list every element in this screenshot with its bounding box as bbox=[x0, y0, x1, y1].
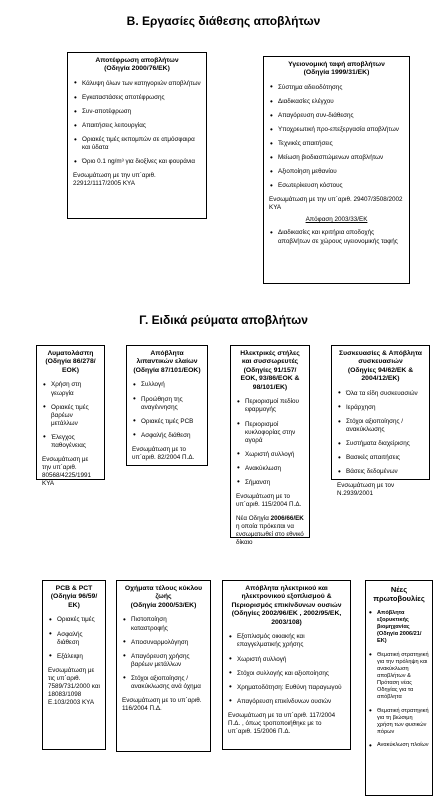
box-title bbox=[369, 585, 429, 604]
box-title bbox=[42, 350, 99, 375]
box-title-line1: Νέες bbox=[390, 585, 408, 594]
list-item: • Εξοπλισμός οικιακής και επαγγελματικής χρήσης bbox=[237, 633, 345, 649]
list-item: • Θεματική στρατηγική για τη βιώσιμη χρήση των φυσικών πόρων bbox=[377, 708, 429, 737]
item-list bbox=[42, 381, 99, 449]
sewage-sludge-box bbox=[36, 345, 105, 487]
list-item: • Ιεράρχηση bbox=[346, 404, 424, 412]
packaging-box bbox=[331, 345, 430, 498]
box-title-line2: Περιορισμός επικίνδυνων ουσιών (Οδηγίες 2002/96/ΕΚ , 2002/95/ΕΚ, 2003/108) bbox=[231, 601, 342, 626]
list-item: • Όλα τα είδη συσκευασιών bbox=[346, 390, 424, 398]
list-item: • Οριακές τιμές bbox=[57, 616, 100, 624]
box-title-line1: Απόβλητα ηλεκτρικού και ηλεκτρονικού εξοπλισμού & bbox=[241, 585, 332, 601]
item-list bbox=[228, 633, 345, 705]
new-directive-label: Νέα Οδηγία bbox=[236, 514, 269, 522]
list-item: • Περιορισμοί πεδίου εφαρμογής bbox=[245, 398, 304, 414]
transposition-note: Ενσωμάτωση με τις υπ΄αριθ. 7589/731/2000 και 18083/1098 Ε.103/2003 ΚΥΑ bbox=[48, 666, 100, 706]
box-title-line2: (Οδηγία 87/101/ΕΟΚ) bbox=[133, 366, 201, 374]
box-title bbox=[48, 585, 100, 610]
new-directive-note bbox=[236, 515, 304, 547]
waste-oils-box bbox=[126, 345, 208, 466]
list-item: • Απαγόρευση συν-διάθεσης bbox=[278, 112, 404, 120]
list-item: • Σήμανση bbox=[245, 479, 304, 487]
list-item: • Όριο 0.1 ng/m³ για διοξίνες και φουράνια bbox=[82, 158, 201, 166]
box-title-line2: (Οδηγία 2000/53/ΕΚ) bbox=[130, 601, 197, 609]
box-title bbox=[228, 585, 345, 627]
transposition-note: Ενσωμάτωση με την υπ΄αριθ. 29407/3508/2002 ΚΥΑ bbox=[269, 196, 403, 212]
item-list bbox=[269, 84, 404, 190]
list-item: • Εγκαταστάσεις αποτέφρωσης bbox=[82, 94, 201, 102]
item-list bbox=[337, 390, 424, 476]
item-list bbox=[73, 80, 201, 166]
list-item: • Μείωση βιοδιασπώμενων αποβλήτων bbox=[278, 154, 404, 162]
list-item: • Απαιτήσεις λειτουργίας bbox=[82, 122, 201, 130]
list-item: • Χρηματοδότηση: Ευθύνη παραγωγού bbox=[237, 684, 345, 692]
box-title-line2: (Οδηγίες 91/157/ΕΟΚ, 93/86/ΕΟΚ & 98/101/ΕΚ) bbox=[240, 366, 300, 391]
list-item: • Στόχοι αξιοποίησης / ανακύκλωσης ανά όχημα bbox=[131, 675, 205, 691]
list-item: • Διαδικασίες και κριτήρια αποδοχής αποβλήτων σε χώρους υγειονομικής ταφής bbox=[278, 229, 404, 245]
list-item: • Ασφαλής διάθεση bbox=[141, 432, 202, 440]
landfill-box bbox=[263, 56, 410, 284]
transposition-note: Ενσωμάτωση με το υπ΄αριθ. 116/2004 Π.Δ. bbox=[122, 696, 202, 712]
box-title-line2: (Οδηγία 1999/31/ΕΚ) bbox=[303, 69, 370, 77]
item-list bbox=[236, 398, 304, 486]
box-title bbox=[122, 585, 205, 610]
sub-item-list bbox=[269, 229, 404, 245]
list-item: • Πιστοποίηση καταστροφής bbox=[131, 616, 205, 632]
list-item: • Ανακύκλωση πλοίων bbox=[377, 742, 429, 749]
box-title bbox=[269, 61, 404, 78]
weee-box bbox=[222, 580, 351, 750]
list-item: • Απαγόρευση χρήσης βαρέων μετάλλων bbox=[131, 653, 205, 669]
box-title-line1: Υγειονομική ταφή αποβλήτων bbox=[288, 61, 385, 68]
list-item: • Στόχοι συλλογής και αξιοποίησης bbox=[237, 670, 345, 678]
list-item: • Χωριστή συλλογή bbox=[237, 656, 345, 664]
list-item: • Βάσεις δεδομένων bbox=[346, 468, 424, 476]
item-list bbox=[122, 616, 205, 690]
transposition-note: Ενσωμάτωση με το υπ΄αριθ. 82/2004 Π.Δ. bbox=[132, 445, 195, 461]
box-title bbox=[337, 350, 424, 384]
box-title-line1: Συσκευασίες & Απόβλητα συσκευασιών bbox=[339, 350, 422, 366]
transposition-note: Ενσωμάτωση με το υπ΄αριθ. 115/2004 Π.Δ. bbox=[236, 492, 302, 508]
box-title-line1: Ηλεκτρικές στήλες και συσσωρευτές bbox=[240, 350, 300, 366]
list-item: • Χρήση στη γεωργία bbox=[51, 381, 99, 397]
transposition-note: Ενσωμάτωση με τα υπ΄αριθ. 117/2004 Π.Δ. , όπως τροποποιήθηκε με το υπ΄αριθ. 15/2006 Π.Δ. bbox=[228, 711, 336, 735]
list-item: • Συστήματα διαχείρισης bbox=[346, 440, 424, 448]
new-directive-text: η οποία πρόκειται να ενσωματωθεί στο εθνικό δίκαιο bbox=[236, 522, 304, 547]
box-title-line1: Οχήματα τέλους κύκλου ζωής bbox=[124, 585, 203, 601]
decision-subtitle: Απόφαση 2003/33/ΕΚ bbox=[305, 216, 368, 224]
list-item: • Στόχοι αξιοποίησης / ανακύκλωσης bbox=[346, 418, 424, 434]
box-title-line2: (Οδηγία 96/59/ΕΚ) bbox=[50, 593, 98, 609]
list-item: • Συλλογή bbox=[141, 381, 202, 389]
list-item: • Συν-αποτέφρωση bbox=[82, 108, 201, 116]
box-title-line2: (Οδηγίες 94/62/ΕΚ & 2004/12/ΕΚ) bbox=[347, 366, 414, 383]
box-title bbox=[236, 350, 304, 392]
list-item: • Προώθηση της αναγέννησης bbox=[141, 396, 202, 412]
list-item: • Ασφαλής διάθεση bbox=[57, 631, 100, 647]
list-item: • Περιορισμοί κυκλοφορίας στην αγορά bbox=[245, 421, 304, 445]
list-item: • Αξιοποίηση μεθανίου bbox=[278, 168, 404, 176]
list-item: • Χωριστή συλλογή bbox=[245, 451, 304, 459]
section-b-title: Β. Εργασίες διάθεσης αποβλήτων bbox=[126, 14, 321, 28]
end-of-life-vehicles-box bbox=[116, 580, 211, 752]
list-item: • Εσωτερίκευση κόστους bbox=[278, 182, 404, 190]
box-title-line2: (Οδηγία 86/278/ΕΟΚ) bbox=[45, 358, 96, 374]
box-title-line1: Λυματολάσπη bbox=[47, 350, 94, 357]
list-item: • Οριακές τιμές εκπομπών σε ατμόσφαιρα και ύδατα bbox=[82, 136, 201, 152]
list-item: • Θεματική στρατηγική για την πρόληψη και ανακύκλωση αποβλήτων & Πρόταση νέας Οδηγίας για τα απόβλητα bbox=[377, 652, 429, 702]
list-item: • Τεχνικές απαιτήσεις bbox=[278, 140, 404, 148]
transposition-note: Ενσωμάτωση με τον Ν.2939/2001 bbox=[337, 482, 395, 498]
item-list bbox=[369, 610, 429, 750]
list-item: • Ανακύκλωση bbox=[245, 465, 304, 473]
list-item: • Απόβλητα εξορυκτικής βιομηχανίας (Οδηγία 2006/21/ΕΚ) bbox=[377, 610, 429, 646]
list-item: • Σύστημα αδειοδότησης bbox=[278, 84, 404, 92]
list-item: • Υποχρεωτική προ-επεξεργασία αποβλήτων bbox=[278, 126, 404, 134]
box-title-line1: PCB & PCT bbox=[55, 585, 93, 592]
transposition-note: Ενσωμάτωση με την υπ΄αριθ. 80568/4225/1991 ΚΥΑ bbox=[42, 455, 92, 487]
list-item: • Εξάλειψη bbox=[57, 653, 100, 661]
box-title-line1: Αποτέφρωση αποβλήτων bbox=[95, 57, 179, 64]
list-item: • Βασικές απαιτήσεις bbox=[346, 454, 424, 462]
box-title-line2: (Οδηγία 2000/76/ΕΚ) bbox=[104, 65, 170, 73]
incineration-box bbox=[67, 52, 207, 219]
list-item: • Έλεγχος παθογένειας bbox=[51, 434, 99, 450]
batteries-box bbox=[230, 345, 310, 547]
list-item: • Κάλυψη όλων των κατηγοριών αποβλήτων bbox=[82, 80, 201, 88]
box-title bbox=[73, 57, 201, 74]
pcb-box bbox=[42, 580, 106, 750]
list-item: • Διαδικασίες ελέγχου bbox=[278, 98, 404, 106]
new-directive-code: 2006/66/ΕΚ bbox=[270, 514, 304, 522]
item-list bbox=[48, 616, 100, 660]
section-c-title: Γ. Ειδικά ρεύματα αποβλήτων bbox=[139, 313, 308, 327]
box-title-line1: Απόβλητα λιπαντικών ελαίων bbox=[136, 350, 198, 366]
list-item: • Οριακές τιμές βαρέων μετάλλων bbox=[51, 404, 99, 428]
box-title bbox=[132, 350, 202, 375]
new-initiatives-box bbox=[365, 580, 433, 796]
box-title-line2: πρωτοβουλίες bbox=[373, 594, 425, 604]
item-list bbox=[132, 381, 202, 439]
list-item: • Οριακές τιμές PCB bbox=[141, 418, 202, 426]
list-item: • Αποσυναρμολόγηση bbox=[131, 639, 205, 647]
list-item: • Απαγόρευση επικίνδυνων ουσιών bbox=[237, 698, 345, 706]
transposition-note: Ενσωμάτωση με την υπ΄αριθ. 22912/1117/2005 ΚΥΑ bbox=[73, 172, 156, 188]
